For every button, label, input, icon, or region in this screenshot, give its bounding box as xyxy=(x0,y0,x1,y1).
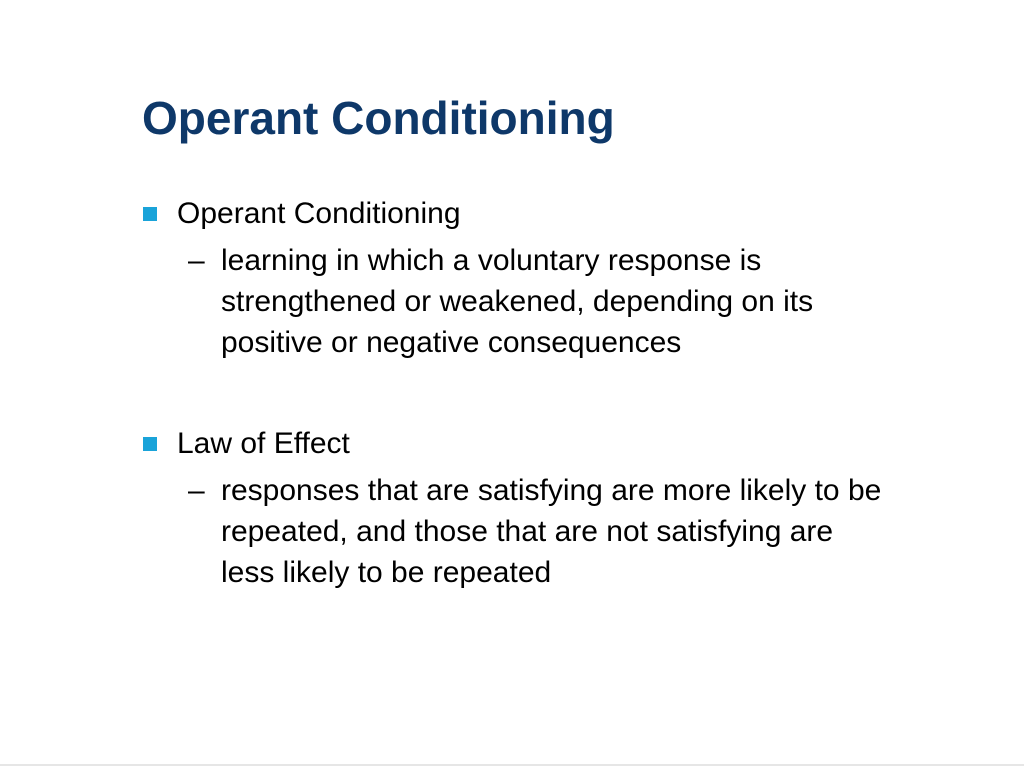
sub-bullet-line: positive or negative consequences xyxy=(221,326,682,359)
sub-bullet xyxy=(0,470,1024,593)
sub-bullet-text xyxy=(221,240,1011,363)
square-bullet-icon xyxy=(143,207,157,221)
sub-bullet-line: strengthened or weakened, depending on its xyxy=(221,285,814,318)
sub-bullet-line: learning in which a voluntary response is xyxy=(221,244,762,277)
bullet-label: Law of Effect xyxy=(177,427,350,460)
dash-bullet-icon: – xyxy=(188,244,205,277)
bottom-divider xyxy=(0,764,1024,766)
sub-bullet-text xyxy=(221,470,1011,593)
dash-bullet-icon: – xyxy=(188,474,205,507)
bullet-item xyxy=(0,194,1024,363)
slide-title: Operant Conditioning xyxy=(142,92,615,144)
bullet-row xyxy=(0,194,1024,234)
bullet-row xyxy=(0,424,1024,464)
sub-bullet-line: repeated, and those that are not satisfying are xyxy=(221,515,834,548)
bullet-item xyxy=(0,424,1024,593)
sub-bullet-line: responses that are satisfying are more likely to be xyxy=(221,474,882,507)
square-bullet-icon xyxy=(143,437,157,451)
sub-bullet-line: less likely to be repeated xyxy=(221,556,552,589)
sub-bullet xyxy=(0,240,1024,363)
bullet-label: Operant Conditioning xyxy=(177,197,461,230)
